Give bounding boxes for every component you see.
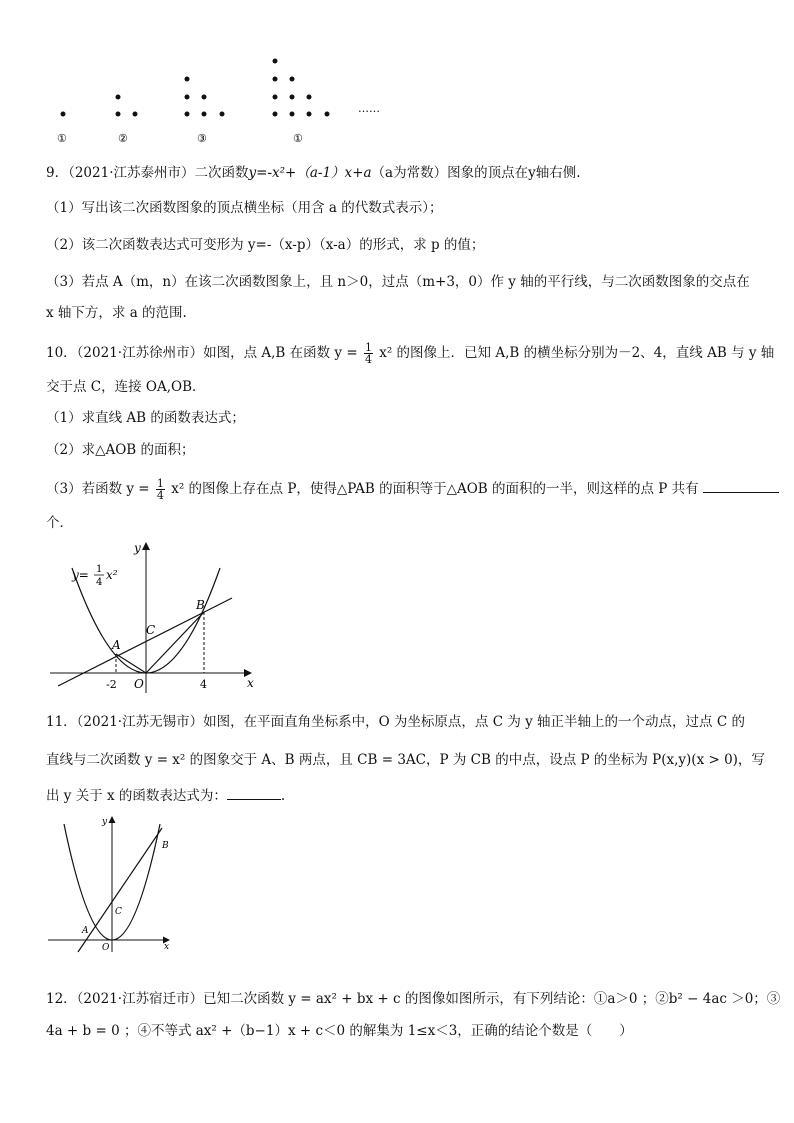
tick-neg2: -2 — [106, 678, 117, 691]
dot — [290, 95, 295, 100]
ellipsis: …… — [358, 102, 380, 115]
q11-line1: 11．（2021·江苏无锡市）如图，在平面直角坐标系中，O 为坐标原点，点 C 为 y 轴正半轴上的一个动点，过点 C 的 — [46, 714, 745, 730]
q11-line2: 直线与二次函数 y = x² 的图象交于 A、B 两点，且 CB = 3AC，P 为 CB 的中点，设点 P 的坐标为 P(x,y)(x > 0)，写 — [46, 752, 765, 768]
q10-line2: 交于点 C，连接 OA,OB． — [46, 379, 206, 395]
dot — [307, 112, 312, 117]
fraction: $\frac{1}{4}$ — [156, 477, 164, 502]
label-c: C — [146, 623, 156, 637]
dot — [307, 95, 312, 100]
q9-part3-line1: （3）若点 A（m，n）在该二次函数图象上，且 n＞0，过点（m+3，0）作 y 轴的平行线，与二次函数图象的交点在 — [46, 274, 750, 290]
dot — [273, 77, 278, 82]
q10-graph — [44, 536, 274, 696]
dot — [325, 112, 330, 117]
dot — [133, 112, 138, 117]
figure-label: ② — [118, 132, 128, 145]
func-frac-den: 4 — [96, 577, 103, 588]
figure-label: ① — [57, 132, 67, 145]
dot — [185, 95, 190, 100]
q10-part3: （3）若函数 y = $\frac{1}{4}$ x² 的图像上存在点 P，使得△PAB 的面积等于△AOB 的面积的一半，则这样的点 P 共有 — [46, 478, 779, 501]
answer-blank[interactable] — [227, 787, 281, 800]
dot — [61, 112, 66, 117]
segment-oa — [116, 654, 146, 673]
segment-ob — [146, 612, 204, 673]
func-tail: x² — [106, 568, 118, 582]
q11-line3: 出 y 关于 x 的函数表达式为： . — [46, 788, 286, 804]
label-b: B — [196, 598, 205, 612]
func-label: y= — [72, 568, 89, 582]
dot — [202, 112, 207, 117]
q9-part2: （2）该二次函数表达式可变形为 y=-（x-p）（x-a）的形式，求 p 的值； — [46, 237, 485, 253]
dot-pattern-figure — [0, 0, 794, 150]
q9-part1: （1）写出该二次函数图象的顶点横坐标（用含 a 的代数式表示）； — [46, 200, 443, 216]
q9-line1: 9．（2021·江苏泰州市）二次函数y=-x²+（a-1）x+a（a为常数）图象的顶点在y轴右侧. — [46, 165, 581, 181]
dot — [185, 77, 190, 82]
q10-part2: （2）求△AOB 的面积； — [46, 442, 195, 458]
dot — [116, 112, 121, 117]
label-a: A — [82, 926, 89, 936]
label-a: A — [112, 638, 121, 652]
dot — [290, 112, 295, 117]
figure-label: ① — [293, 132, 303, 145]
dot — [273, 59, 278, 64]
q12-line1: 12．（2021·江苏宿迁市）已知二次函数 y = ax² + bx + c 的图像如图所示，有下列结论：①a＞0 ；②b² − 4ac ＞0；③ — [46, 991, 781, 1007]
dot — [220, 112, 225, 117]
fraction: $\frac{1}{4}$ — [364, 341, 372, 366]
label-b: B — [162, 841, 169, 851]
q9-equation: y=-x²+（a-1）x+a — [248, 165, 372, 181]
line-ab — [78, 828, 162, 952]
q10-line1: 10．（2021·江苏徐州市）如图，点 A,B 在函数 y = $\frac{1}{4}$ x² 的图像上．已知 A,B 的横坐标分别为－2、4，直线 AB 与 y 轴 — [46, 341, 775, 366]
label-y: y — [102, 817, 108, 827]
dot — [290, 77, 295, 82]
q12-line2: 4a + b = 0 ；④不等式 ax² +（b−1）x + c＜0 的解集为 1≤x＜3，正确的结论个数是（ ） — [46, 1023, 633, 1039]
q9-part3-line2: x 轴下方，求 a 的范围. — [46, 305, 187, 321]
label-o: O — [102, 943, 110, 953]
label-o: O — [134, 677, 144, 691]
label-c: C — [115, 907, 122, 917]
dot — [202, 95, 207, 100]
q11-graph — [44, 812, 184, 962]
label-x: x — [164, 942, 170, 952]
answer-blank[interactable] — [703, 480, 779, 493]
q10-part1: （1）求直线 AB 的函数表达式； — [46, 410, 245, 426]
dot — [273, 112, 278, 117]
q10-part3-end: 个． — [46, 515, 73, 531]
figure-label: ③ — [197, 132, 207, 145]
dot — [273, 95, 278, 100]
label-y: y — [134, 541, 141, 555]
label-x: x — [247, 676, 254, 690]
func-frac-num: 1 — [96, 564, 103, 575]
dot — [116, 95, 121, 100]
dot — [185, 112, 190, 117]
tick-4: 4 — [200, 678, 207, 691]
